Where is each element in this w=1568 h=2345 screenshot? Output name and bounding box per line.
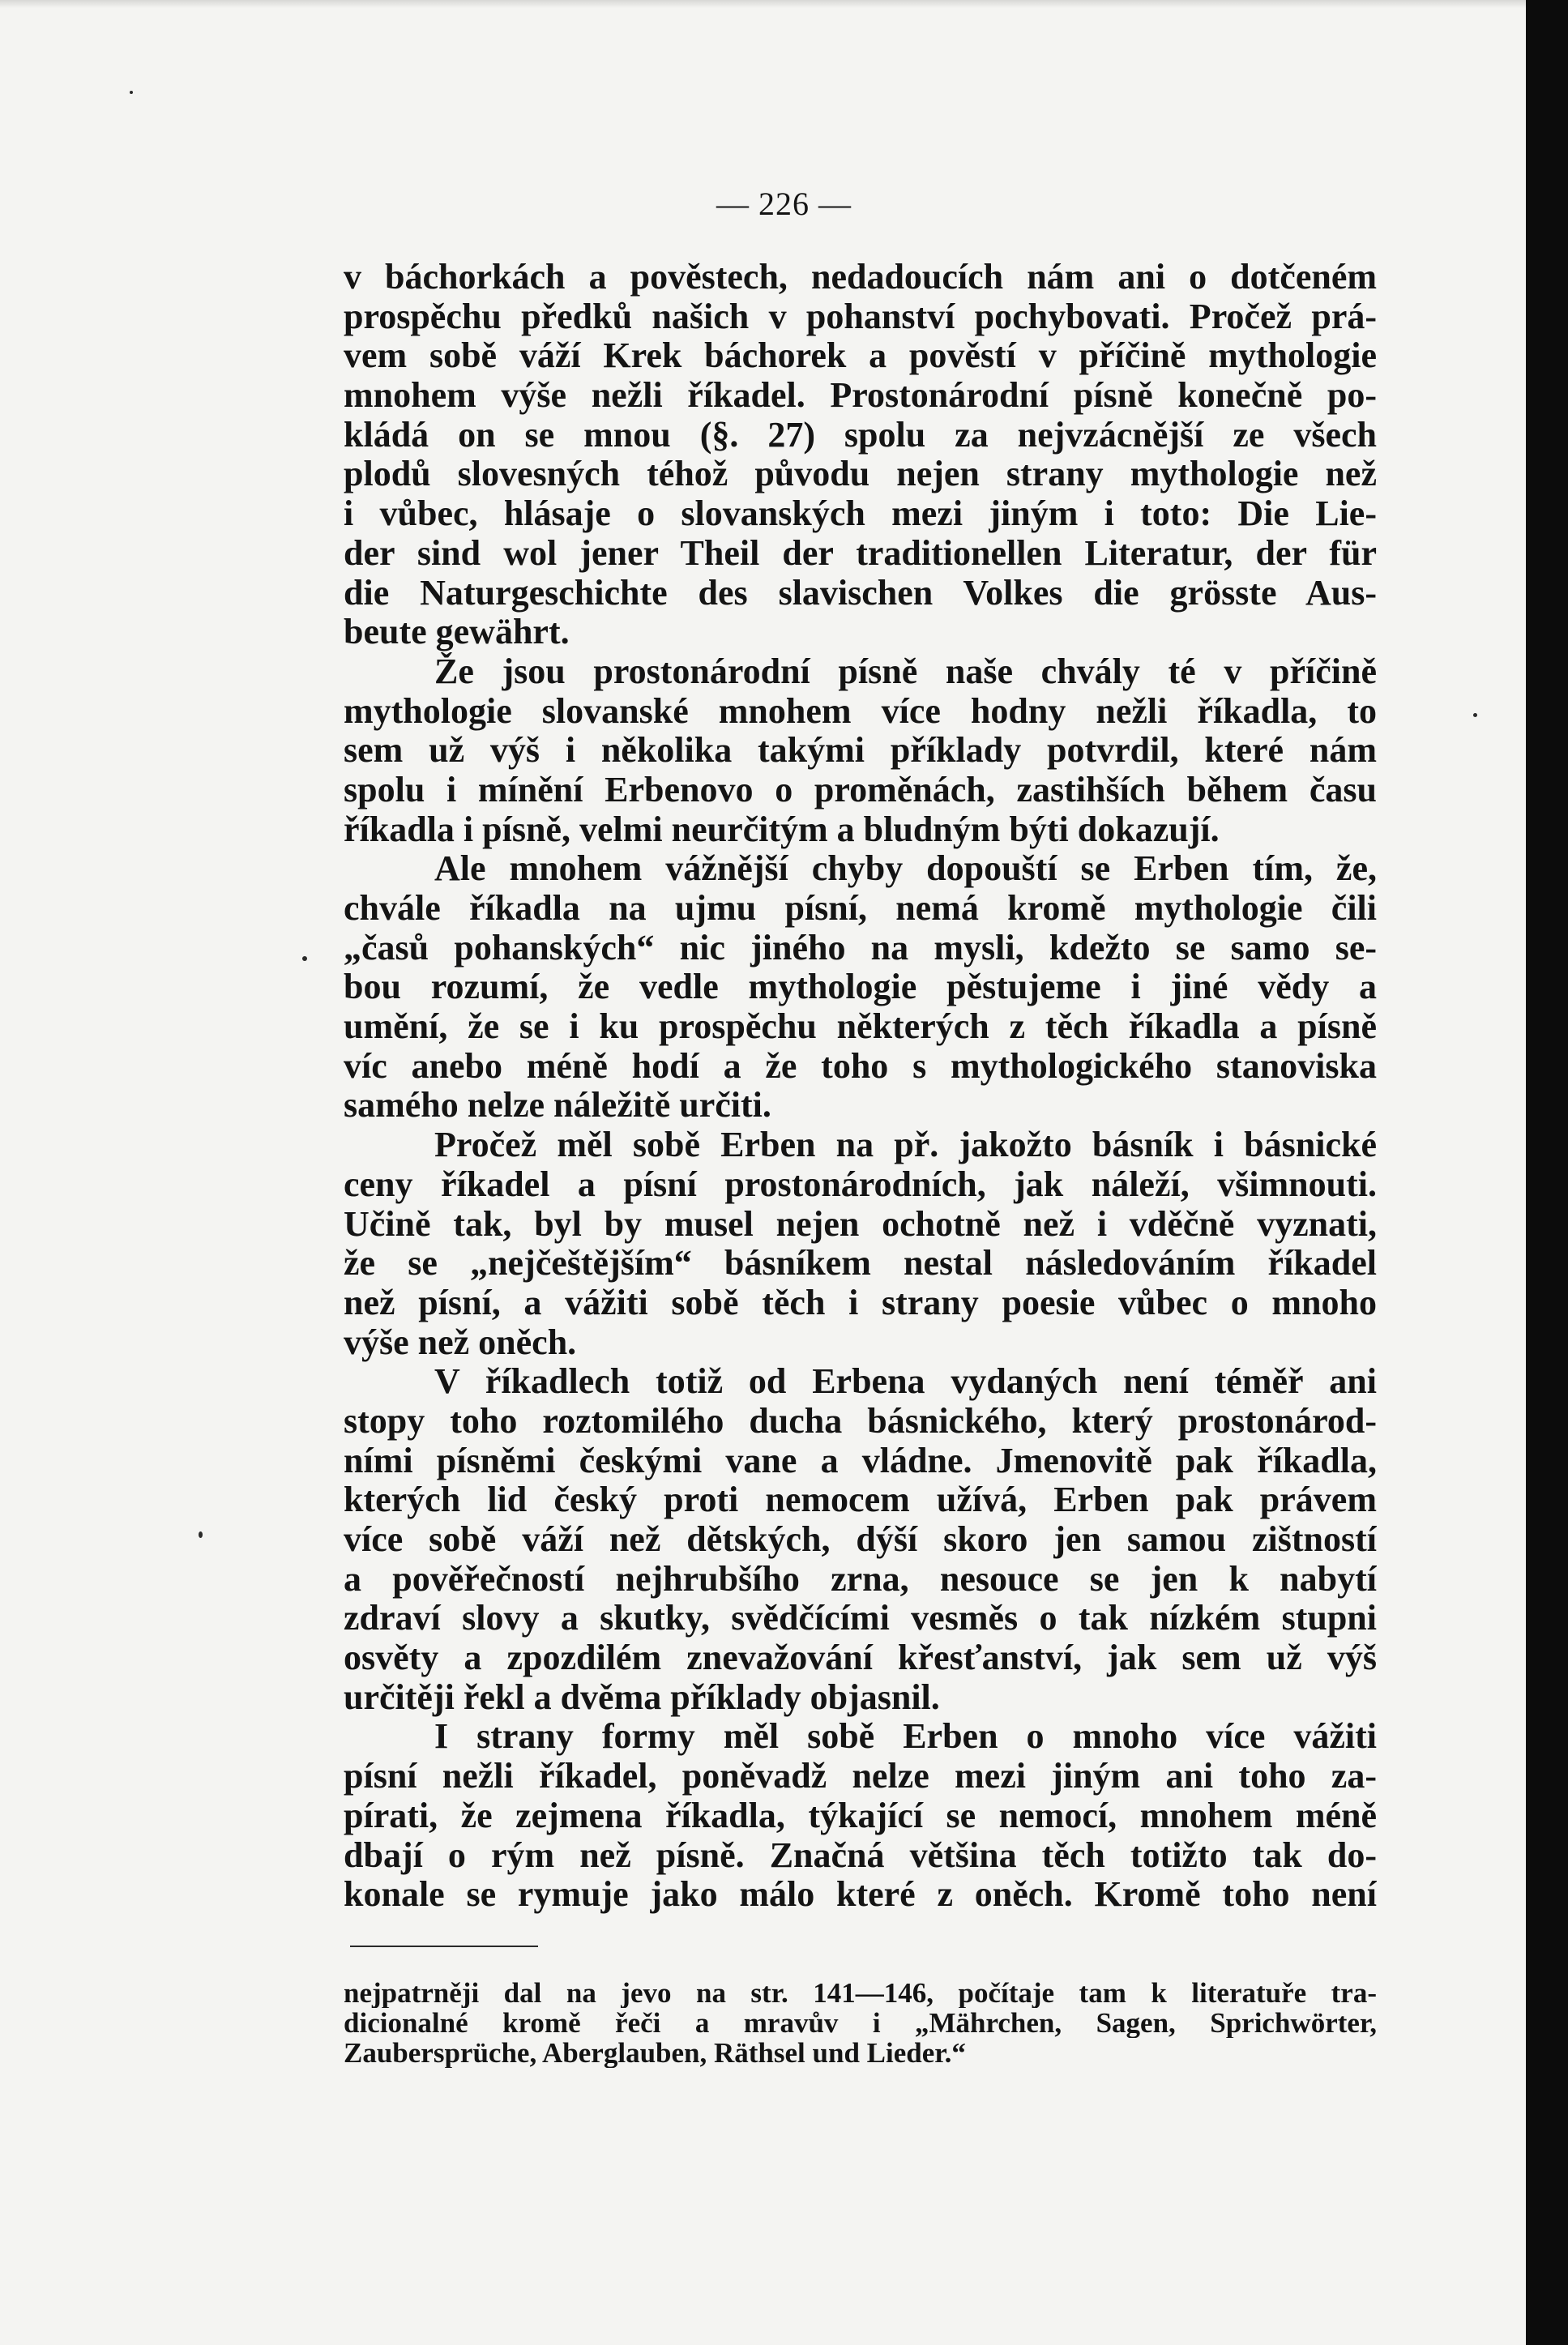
text-line: a pověřečností nejhrubšího zrna, nesouce se jen k nabytí [344, 1559, 1377, 1599]
footnote-divider [350, 1946, 538, 1947]
text-line: Ale mnohem vážnější chyby dopouští se Erben tím, že, [434, 849, 1377, 889]
paragraph [344, 652, 1377, 849]
scan-right-border [1526, 0, 1568, 2345]
paragraph [344, 1362, 1377, 1717]
text-line: říkadla i písně, velmi neurčitým a bludným býti dokazují. [344, 809, 1220, 849]
text-line: kterých lid český proti nemocem užívá, Erben pak právem [344, 1480, 1377, 1520]
scan-speck [1473, 713, 1477, 717]
footnote [344, 1978, 1377, 2068]
footnote-line: nejpatrněji dal na jevo na str. 141—146, počítaje tam k literatuře tra- [344, 1978, 1377, 2008]
text-line: dbají o rým než písně. Značná většina těch totižto tak do- [344, 1835, 1377, 1875]
footnote-line: dicionalné kromě řeči a mravův i „Mährchen, Sagen, Sprichwörter, [344, 2008, 1377, 2038]
text-line: prospěchu předků našich v pohanství pochybovati. Pročež prá- [344, 297, 1377, 336]
text-line: ními písněmi českými vane a vládne. Jmenovitě pak říkadla, [344, 1441, 1377, 1480]
text-line: kládá on se mnou (§. 27) spolu za nejvzácnější ze všech [344, 415, 1377, 455]
scan-speck [302, 956, 307, 961]
text-line: konale se rymuje jako málo které z oněch. Kromě toho není [344, 1875, 1377, 1915]
text-line: více sobě váží než dětských, dýší skoro jen samou zištností [344, 1520, 1377, 1559]
text-line: V říkadlech totiž od Erbena vydaných není téměř ani [434, 1362, 1377, 1402]
text-line: bou rozumí, že vedle mythologie pěstujeme i jiné vědy a [344, 967, 1377, 1007]
text-line: beute gewährt. [344, 613, 570, 652]
text-line: Pročež měl sobě Erben na př. jakožto básník i básnické [434, 1126, 1377, 1165]
body-text [344, 258, 1377, 1915]
page-number: — 226 — [716, 186, 852, 222]
text-line: „časů pohanských“ nic jiného na mysli, kdežto se samo se- [344, 928, 1377, 967]
text-line: der sind wol jener Theil der traditionellen Literatur, der für [344, 533, 1377, 573]
text-line: Učině tak, byl by musel nejen ochotně než i vděčně vyznati, [344, 1204, 1377, 1244]
paragraph [344, 1717, 1377, 1914]
text-line: stopy toho roztomilého ducha básnického, který prostonárod- [344, 1401, 1377, 1441]
text-line: výše než oněch. [344, 1322, 577, 1362]
scan-speck [199, 1531, 203, 1538]
text-line: že se „nejčeštějším“ básníkem nestal následováním říkadel [344, 1244, 1377, 1284]
text-line: sem už výš i několika takými příklady potvrdil, které nám [344, 731, 1377, 771]
footnote-line: Zaubersprüche, Aberglauben, Räthsel und Lieder.“ [344, 2038, 966, 2068]
text-line: plodů slovesných téhož původu nejen strany mythologie než [344, 455, 1377, 494]
text-line: i vůbec, hlásaje o slovanských mezi jiným i toto: Die Lie- [344, 494, 1377, 534]
text-line: písní nežli říkadel, poněvadž nelze mezi jiným ani toho za- [344, 1757, 1377, 1796]
text-line: ceny říkadel a písní prostonárodních, jak náleží, všimnouti. [344, 1164, 1377, 1204]
text-line: spolu i mínění Erbenovo o proměnách, zastihších během času [344, 770, 1377, 809]
paragraph [344, 849, 1377, 1126]
text-line: die Naturgeschichte des slavischen Volkes die grösste Aus- [344, 573, 1377, 613]
text-line: chvále říkadla na ujmu písní, nemá kromě mythologie čili [344, 889, 1377, 928]
text-line: víc anebo méně hodí a že toho s mythologického stanoviska [344, 1046, 1377, 1086]
text-line: Že jsou prostonárodní písně naše chvály té v příčině [434, 651, 1377, 691]
text-line: pírati, že zejmena říkadla, týkající se nemocí, mnohem méně [344, 1796, 1377, 1835]
text-line: umění, že se i ku prospěchu některých z těch říkadla a písně [344, 1007, 1377, 1047]
text-line: I strany formy měl sobě Erben o mnoho více vážiti [434, 1717, 1377, 1757]
text-line: osvěty a zpozdilém znevažování křesťanství, jak sem už výš [344, 1638, 1377, 1678]
text-line: vem sobě váží Krek báchorek a pověstí v příčině mythologie [344, 336, 1377, 376]
text-line: v báchorkách a pověstech, nedadoucích nám ani o dotčeném [344, 258, 1377, 297]
text-line: určitěji řekl a dvěma příklady objasnil. [344, 1677, 940, 1717]
text-line: než písní, a vážiti sobě těch i strany poesie vůbec o mnoho [344, 1283, 1377, 1322]
text-line: zdraví slovy a skutky, svědčícími vesměs o tak nízkém stupni [344, 1599, 1377, 1638]
text-line: mnohem výše nežli říkadel. Prostonárodní písně konečně po- [344, 376, 1377, 416]
text-line: mythologie slovanské mnohem více hodny nežli říkadla, to [344, 691, 1377, 731]
page-top-shadow [0, 0, 1568, 8]
scan-speck [130, 91, 133, 94]
text-line: samého nelze náležitě určiti. [344, 1086, 771, 1126]
paragraph [344, 1126, 1377, 1362]
paragraph [344, 258, 1377, 652]
